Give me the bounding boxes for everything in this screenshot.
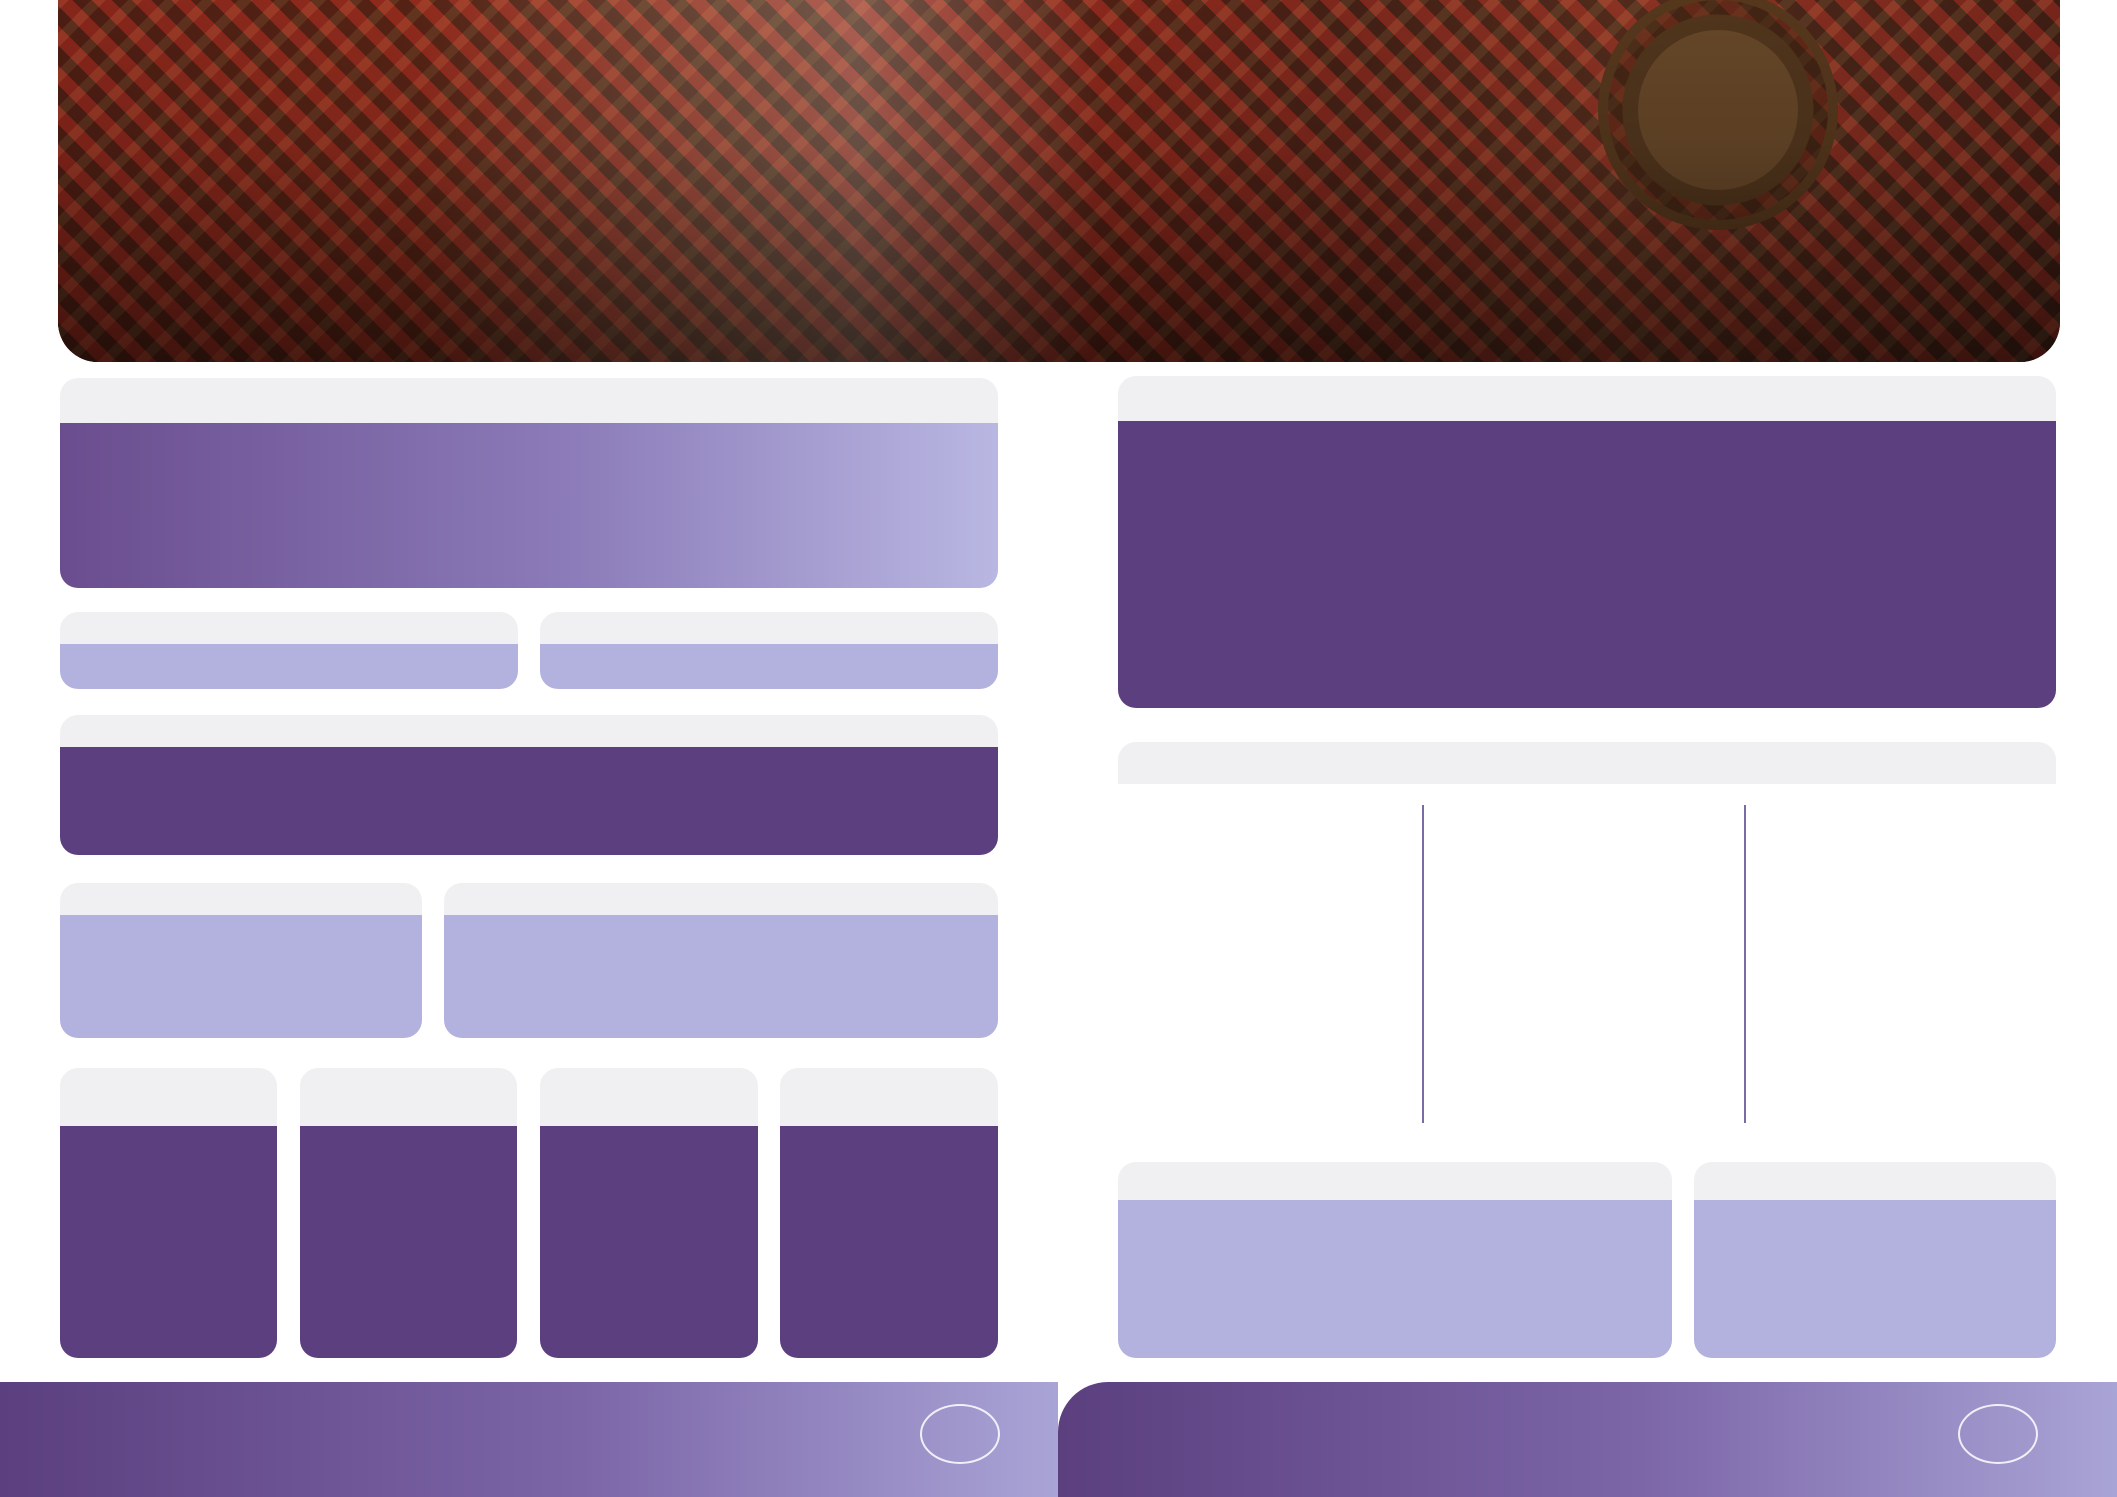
activite-title [60,378,998,423]
logo-mark-icon [112,60,222,104]
tri-card [780,1068,998,1358]
superficie-card [60,883,422,1038]
croissance-title [1118,742,2056,784]
emplois-card [540,1068,758,1358]
cri-logo [82,60,614,113]
logo-mark-icon [1148,60,1258,104]
cri-logo [1118,60,1650,113]
produit-principal-card [60,612,518,689]
mesures-title [1118,1162,1672,1200]
produits-derives-value [540,644,998,689]
superficie-title [60,883,422,915]
hero-left [82,60,614,173]
produit-principal-value [60,644,518,689]
produits-derives-card [540,612,998,689]
analyse-title [1118,376,2056,421]
produit-principal-title [60,612,518,644]
programme-card [60,1068,277,1358]
activite-card [60,378,998,588]
capacite-card [300,1068,517,1358]
debouches-title [60,715,998,747]
produits-derives-title [540,612,998,644]
mesures-card [1118,1162,1672,1358]
debouches-card [60,715,998,855]
intrants-card [444,883,998,1038]
normes-title [1694,1162,2056,1200]
croissance-header [1118,742,2056,784]
hero-banner [58,0,2060,362]
emplois-title [540,1068,758,1126]
capacite-title [300,1068,517,1126]
market-charts [1110,855,2070,1135]
analyse-card [1118,376,2056,708]
footer-left [0,1382,1058,1497]
region-brand-logo [1958,1404,2038,1464]
tri-title [780,1068,998,1126]
hero-right [1118,60,1650,173]
programme-title [60,1068,277,1126]
footer-right [1058,1382,2117,1497]
region-brand-logo [920,1404,1000,1464]
normes-card [1694,1162,2056,1358]
intrants-title [444,883,998,915]
